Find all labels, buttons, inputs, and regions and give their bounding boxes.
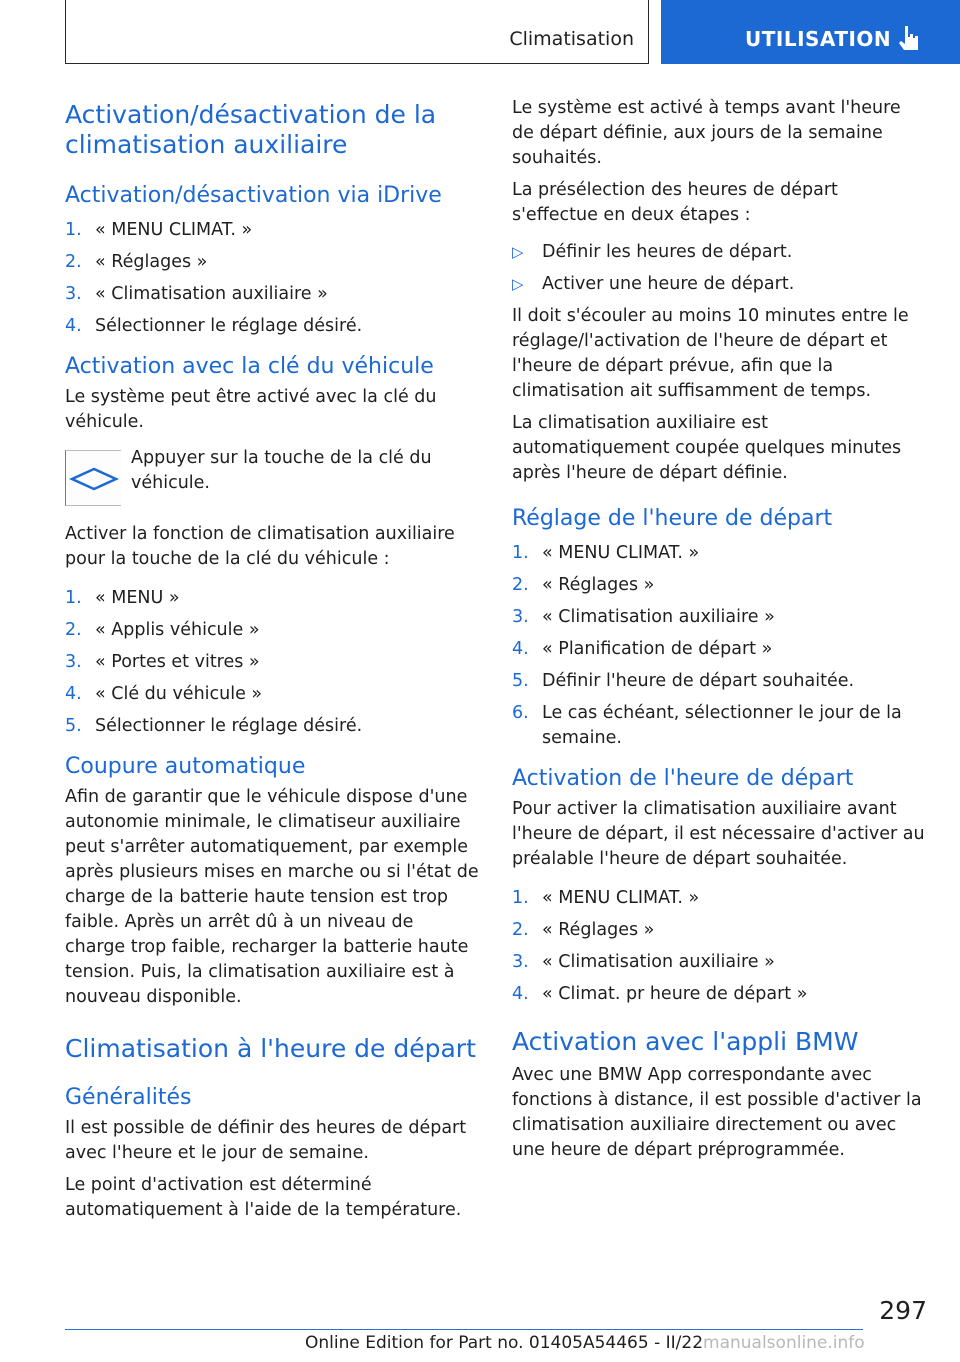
- heading-app: Activation avec l'appli BMW: [512, 1027, 859, 1056]
- list-item: 2. « Applis véhicule »: [65, 620, 260, 640]
- setting-steps: [512, 541, 926, 751]
- general-text-1: Il est possible de définir des heures de départ avec l'heure et le jour de semaine.: [65, 1118, 467, 1163]
- key-steps: [65, 586, 479, 739]
- heading-key: Activation avec la clé du véhicule: [65, 354, 434, 379]
- heading-cutoff: Coupure automatique: [65, 754, 306, 779]
- step-bullets: [512, 240, 926, 297]
- heading-activate: Activation de l'heure de départ: [512, 766, 854, 791]
- chapter-label: UTILISATION: [745, 27, 892, 51]
- list-item: 3. « Climatisation auxiliaire »: [512, 607, 775, 627]
- triangle-bullet-icon: ▷: [512, 243, 524, 261]
- list-item: 1. « MENU »: [65, 588, 180, 608]
- heading-idrive: Activation/désactivation via iDrive: [65, 183, 442, 208]
- list-item: ▷ Activer une heure de départ.: [512, 272, 926, 297]
- list-item: 2. « Réglages »: [65, 252, 208, 272]
- heading-setting: Réglage de l'heure de départ: [512, 506, 833, 531]
- chapter-tab: [661, 0, 960, 64]
- right-text-1: Le système est activé à temps avant l'heure de départ définie, aux jours de la semaine souhaités.: [512, 98, 901, 168]
- heading-departure: Climatisation à l'heure de départ: [65, 1034, 476, 1063]
- list-item: 3. « Portes et vitres »: [65, 652, 260, 672]
- list-item: 5. Définir l'heure de départ souhaitée.: [512, 671, 855, 691]
- app-text: Avec une BMW App correspondante avec fonctions à distance, il est possible d'activer la climatisation auxiliaire directement ou avec une heure de départ préprogrammée.: [512, 1065, 922, 1160]
- heading-general: Généralités: [65, 1085, 192, 1110]
- key-instruction: [65, 446, 479, 506]
- pointing-hand-icon: [895, 24, 921, 54]
- list-item: 5. Sélectionner le réglage désiré.: [65, 716, 363, 736]
- activate-intro: Pour activer la climatisation auxiliaire avant l'heure de départ, il est nécessaire d'activer au préalable l'heure de départ souhaitée.: [512, 799, 925, 869]
- list-item: 2. « Réglages »: [512, 575, 655, 595]
- footer-divider: [65, 1329, 863, 1330]
- list-item: 4. Sélectionner le réglage désiré.: [65, 316, 363, 336]
- left-column: [65, 96, 479, 1223]
- heading-activation: Activation/désactivation de la climatisation auxiliaire: [65, 100, 437, 159]
- right-text-4: La climatisation auxiliaire est automatiquement coupée quelques minutes après l'heure de départ définie.: [512, 413, 902, 483]
- header-frame: [65, 0, 649, 64]
- activate-steps: [512, 886, 926, 1007]
- cutoff-text: Afin de garantir que le véhicule dispose d'une autonomie minimale, le climatiseur auxiliaire peut s'arrêter automatiquement, par exemple après plusieurs mises en marche ou si l'état de charge de la batterie haute tension est trop faible. Après un arrêt dû à un niveau de charge trop faible, recharger la batterie haute tension. Puis, la climatisation auxiliaire est à nouveau disponible.: [65, 787, 479, 1007]
- list-item: 2. « Réglages »: [512, 920, 655, 940]
- page-number: 297: [879, 1296, 927, 1325]
- list-item: 1. « MENU CLIMAT. »: [512, 888, 700, 908]
- list-item: 3. « Climatisation auxiliaire »: [512, 952, 775, 972]
- list-item: 4. « Clé du véhicule »: [65, 684, 263, 704]
- list-item: 6. Le cas échéant, sélectionner le jour de la semaine.: [512, 703, 902, 748]
- watermark: manualsonline.info: [703, 1333, 865, 1353]
- idrive-steps: [65, 218, 479, 339]
- footer-edition: Online Edition for Part no. 01405A54465 - II/22manualsonline.info: [305, 1333, 865, 1353]
- list-item: ▷ Définir les heures de départ.: [512, 240, 926, 265]
- section-title: Climatisation: [509, 28, 634, 50]
- key-intro: Le système peut être activé avec la clé du véhicule.: [65, 387, 437, 432]
- list-item: 4. « Climat. pr heure de départ »: [512, 984, 808, 1004]
- triangle-bullet-icon: ▷: [512, 275, 524, 293]
- right-column: [512, 96, 926, 1163]
- right-text-3: Il doit s'écouler au moins 10 minutes entre le réglage/l'activation de l'heure de départ et l'heure de départ prévue, afin que la climatisation ait suffisamment de temps.: [512, 306, 909, 401]
- list-item: 1. « MENU CLIMAT. »: [65, 220, 253, 240]
- key-press-text: Appuyer sur la touche de la clé du véhicule.: [131, 448, 432, 493]
- list-item: 3. « Climatisation auxiliaire »: [65, 284, 328, 304]
- list-item: 4. « Planification de départ »: [512, 639, 773, 659]
- key-button-icon: [65, 450, 121, 506]
- right-text-2: La présélection des heures de départ s'effectue en deux étapes :: [512, 180, 838, 225]
- general-text-2: Le point d'activation est déterminé automatiquement à l'aide de la température.: [65, 1175, 462, 1220]
- key-function-text: Activer la fonction de climatisation auxiliaire pour la touche de la clé du véhicule :: [65, 524, 455, 569]
- list-item: 1. « MENU CLIMAT. »: [512, 543, 700, 563]
